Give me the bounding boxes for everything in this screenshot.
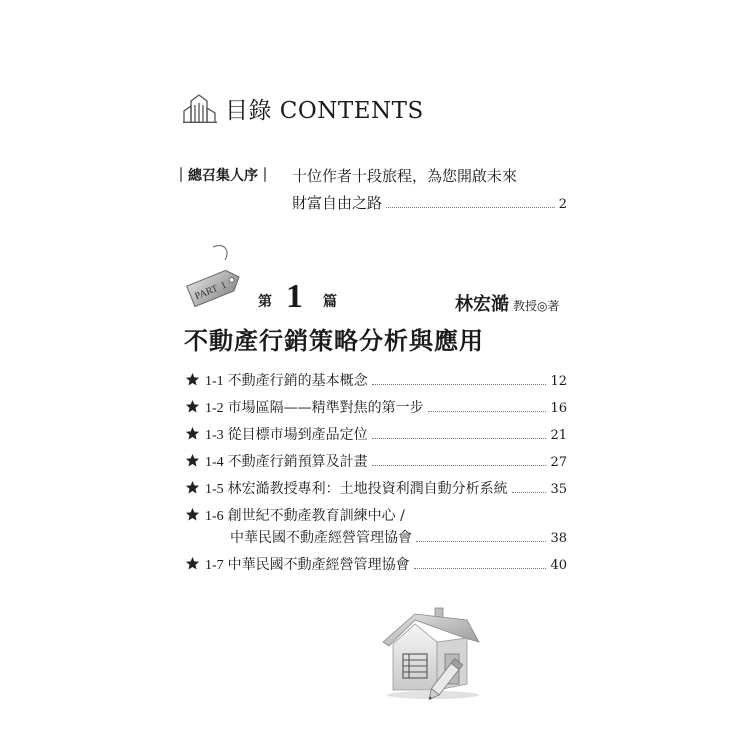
part-title: 不動產行銷策略分析與應用 bbox=[184, 327, 484, 355]
preface-entry[interactable] bbox=[292, 192, 567, 213]
toc-entry[interactable] bbox=[205, 478, 567, 498]
author-role: 教授◎著 bbox=[513, 299, 560, 313]
preface-label: ｜總召集人序｜ bbox=[174, 168, 272, 184]
dot-leader bbox=[428, 410, 547, 412]
toc-entry[interactable] bbox=[205, 505, 567, 525]
page-number: 40 bbox=[550, 558, 567, 573]
entry-title: 中華民國不動產經營管理協會 bbox=[230, 530, 412, 546]
part-tag-graphic bbox=[183, 242, 245, 316]
toc-entry[interactable] bbox=[205, 397, 567, 417]
star-icon bbox=[185, 399, 200, 414]
author bbox=[455, 290, 559, 316]
preface-title-line1: 十位作者十段旅程，為您開啟未來 bbox=[292, 167, 518, 185]
part-label-suffix: 篇 bbox=[323, 294, 337, 310]
entry-number: 1-3 bbox=[205, 428, 224, 443]
page-number: 35 bbox=[550, 482, 567, 497]
entry-title: 不動產行銷的基本概念 bbox=[227, 373, 368, 389]
part-label-prefix: 第 bbox=[258, 294, 272, 310]
entry-title: 從目標市場到產品定位 bbox=[227, 427, 368, 443]
star-icon bbox=[185, 372, 200, 387]
star-icon bbox=[185, 507, 200, 522]
part-tag-number: 1 bbox=[219, 279, 229, 292]
entry-number: 1-1 bbox=[205, 374, 224, 389]
entry-number: 1-5 bbox=[205, 482, 224, 497]
page-number: 27 bbox=[550, 455, 567, 470]
entry-title: 創世紀不動產教育訓練中心 / bbox=[227, 508, 405, 524]
page-title: 目錄 CONTENTS bbox=[225, 97, 424, 124]
entry-number: 1-6 bbox=[205, 509, 224, 524]
dot-leader bbox=[372, 437, 547, 439]
author-name: 林宏澔 bbox=[455, 294, 509, 315]
dot-leader bbox=[372, 464, 547, 466]
preface-title-line2: 財富自由之路 bbox=[292, 194, 383, 212]
page-number: 16 bbox=[550, 401, 567, 416]
entry-number: 1-2 bbox=[205, 401, 224, 416]
toc-entry[interactable] bbox=[205, 554, 567, 574]
star-icon bbox=[185, 426, 200, 441]
part-tag-text: PART bbox=[193, 283, 220, 303]
part-number: 1 bbox=[286, 278, 303, 315]
toc-entry[interactable] bbox=[230, 527, 567, 547]
entry-title: 中華民國不動產經營管理協會 bbox=[227, 557, 410, 573]
house-with-pencil-icon bbox=[375, 598, 487, 714]
dot-leader bbox=[386, 206, 555, 208]
star-icon bbox=[185, 556, 200, 571]
toc-header bbox=[183, 90, 424, 126]
star-icon bbox=[185, 480, 200, 495]
dot-leader bbox=[416, 540, 546, 542]
entry-title: 市場區隔——精準對焦的第一步 bbox=[227, 400, 424, 416]
dot-leader bbox=[372, 383, 547, 385]
dot-leader bbox=[512, 491, 547, 493]
toc-entry[interactable] bbox=[205, 370, 567, 390]
page-number: 21 bbox=[550, 428, 567, 443]
entry-number: 1-4 bbox=[205, 455, 224, 470]
building-outline-icon bbox=[183, 93, 217, 123]
toc-entry[interactable] bbox=[205, 451, 567, 471]
dot-leader bbox=[414, 567, 547, 569]
entry-number: 1-7 bbox=[205, 558, 224, 573]
entry-title: 不動產行銷預算及計畫 bbox=[227, 454, 368, 470]
entry-title: 林宏澔教授專利：土地投資利潤自動分析系統 bbox=[227, 481, 508, 497]
toc-entry[interactable] bbox=[205, 424, 567, 444]
page-number: 38 bbox=[550, 531, 567, 546]
page-number: 2 bbox=[558, 197, 567, 212]
page-number: 12 bbox=[550, 374, 567, 389]
star-icon bbox=[185, 453, 200, 468]
